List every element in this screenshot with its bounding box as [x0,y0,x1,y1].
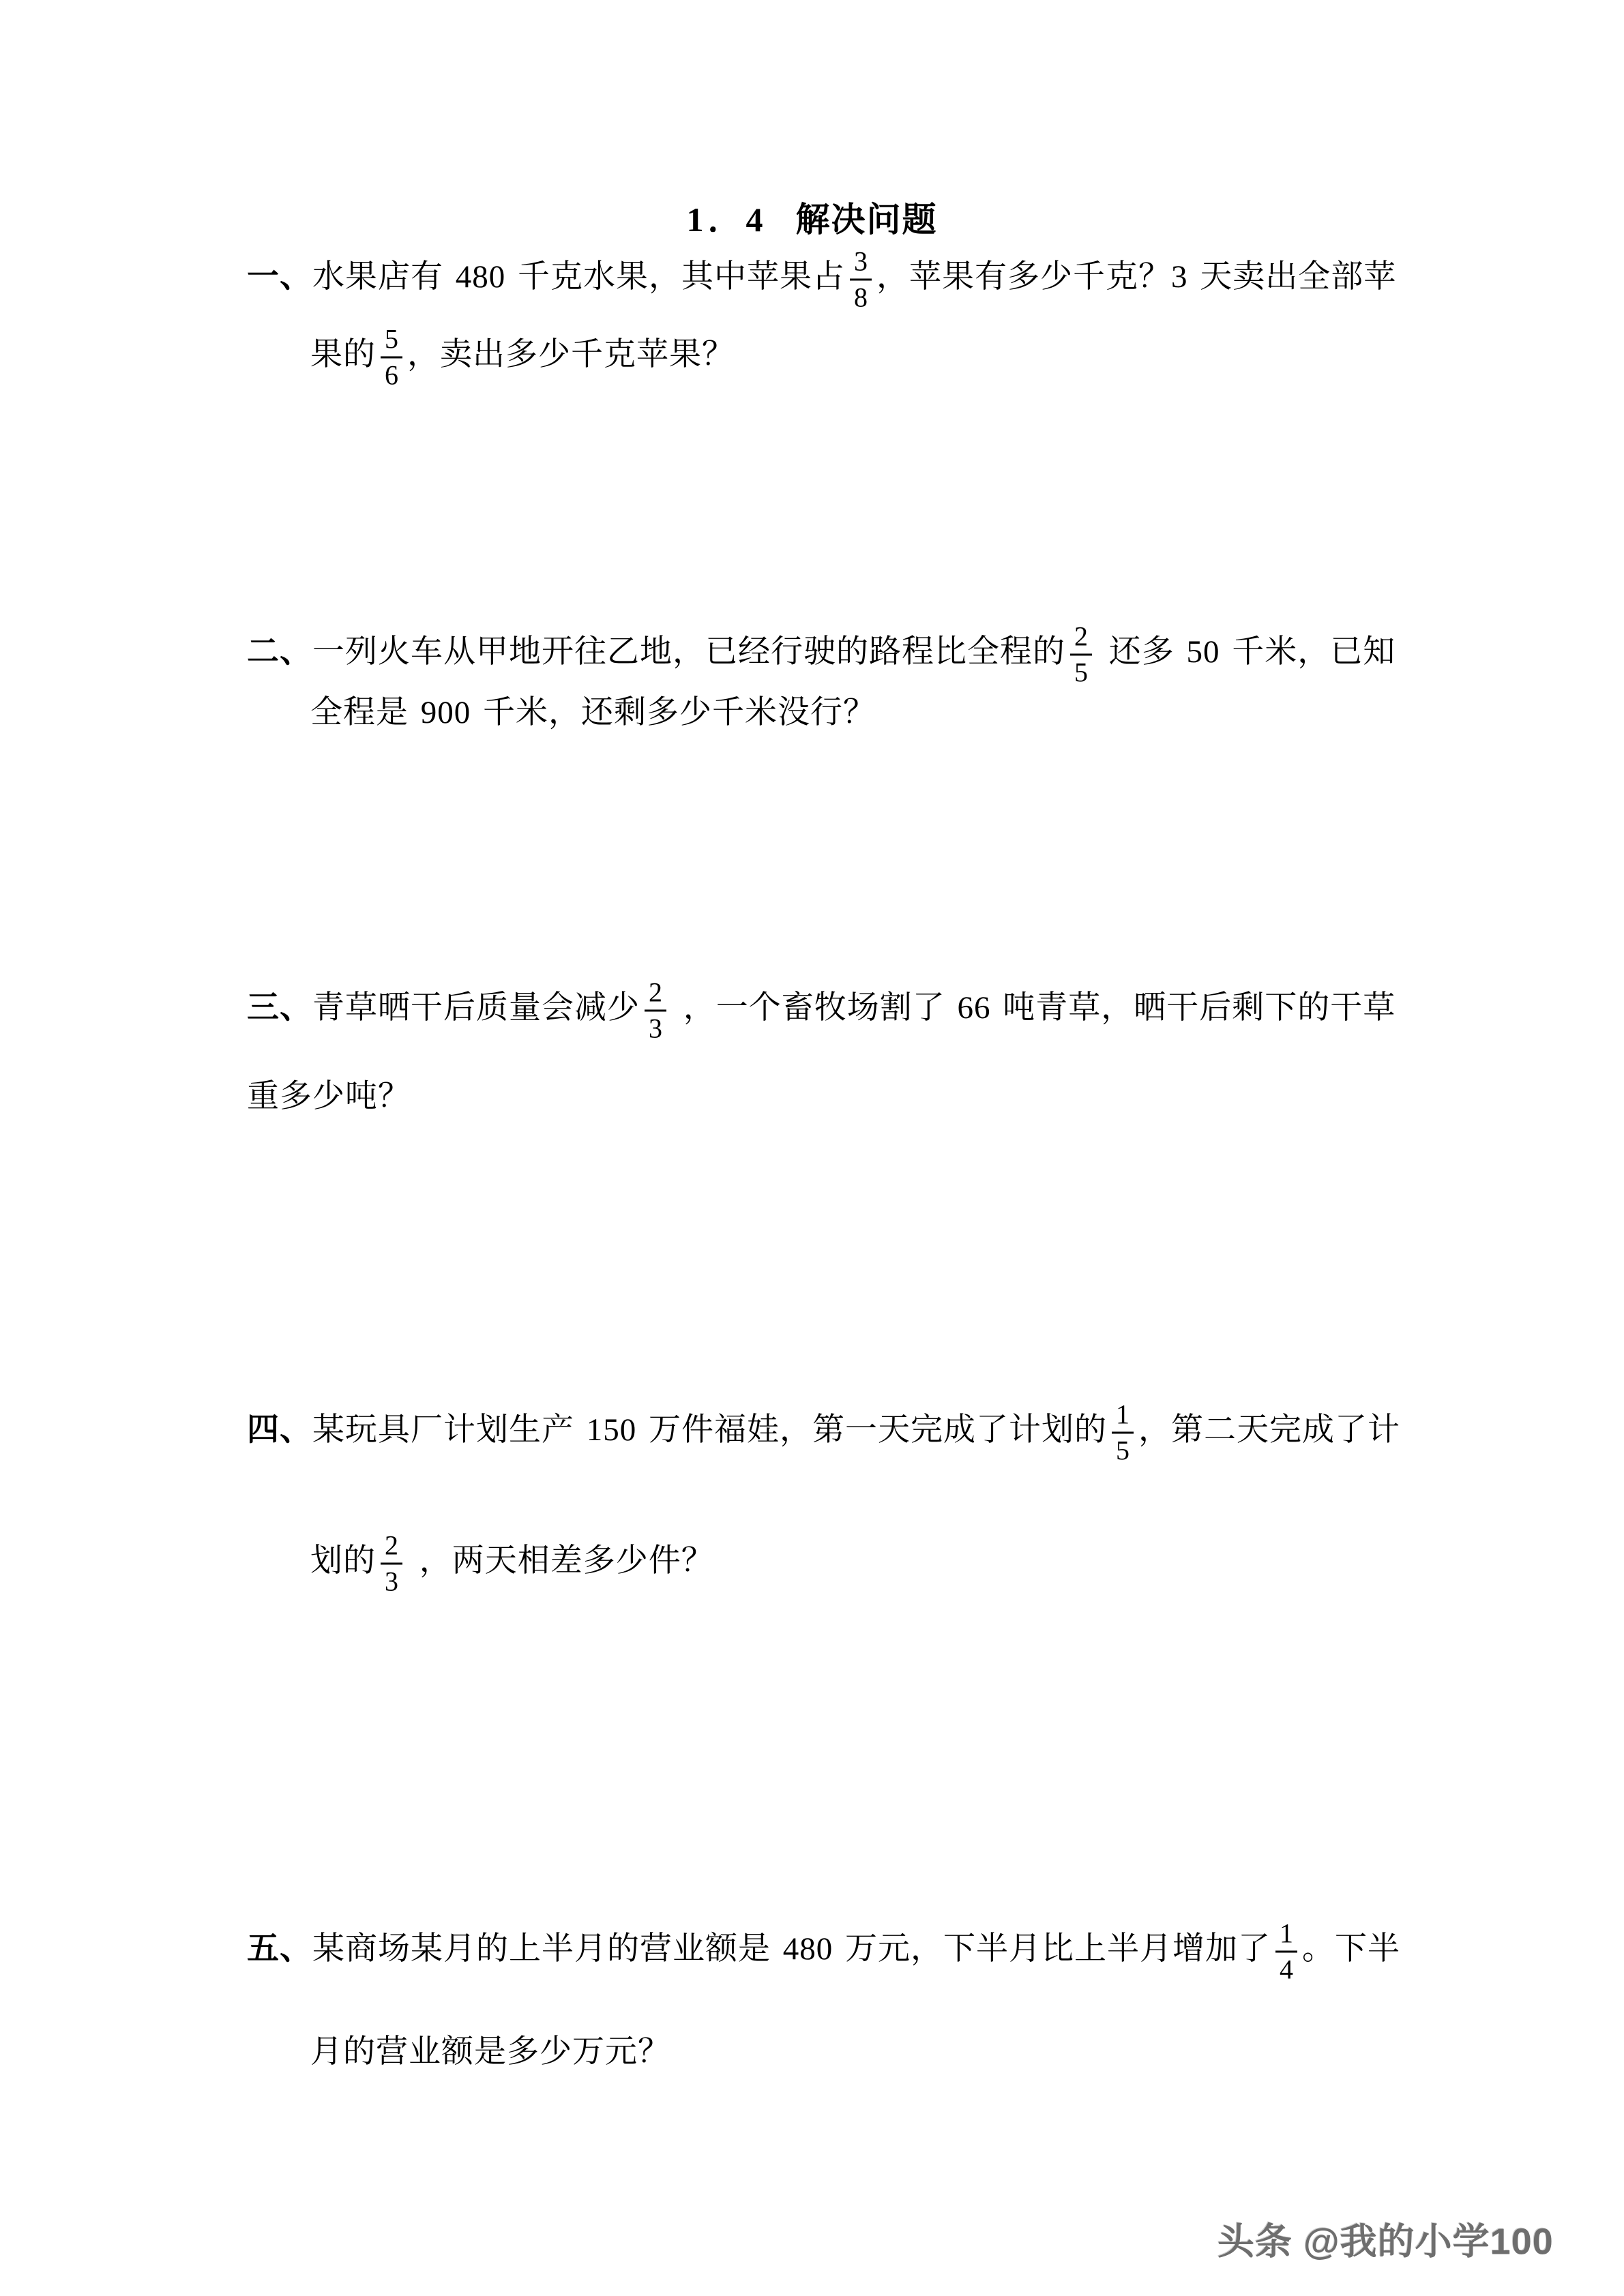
problem-2-line-1 [247,623,1396,687]
text-segment: 水果店有 480 千克水果，其中苹果占 [312,258,845,295]
problem-4-line-1 [247,1401,1400,1465]
problem-1-line-1 [247,245,1397,313]
section-title-text: 解决问题 [795,200,938,239]
text-segment: ，两天相差多少件？ [407,1542,714,1579]
fraction-numerator: 2 [645,979,666,1012]
problem-5-line-2 [310,2035,670,2070]
problem-2-label: 二、 [247,633,312,670]
text-segment: 还多 50 千米，已知 [1097,633,1396,670]
fraction [381,323,402,391]
text-segment: 。下半 [1302,1930,1400,1967]
fraction-numerator: 1 [1112,1401,1134,1434]
text-segment: ，苹果有多少千克？3 天卖出全部苹 [876,258,1397,295]
fraction [1070,623,1092,687]
toutiao-watermark: 头条 @我的小学100 [1217,2221,1554,2263]
fraction-denominator: 3 [385,1566,398,1597]
fraction [645,976,666,1044]
fraction-numerator: 5 [381,326,402,359]
text-segment: 一列火车从甲地开往乙地，已经行驶的路程比全程的 [312,633,1065,670]
text-segment: 全程是 900 千米，还剩多少千米没行？ [310,695,876,731]
fraction [850,245,872,313]
text-segment: 划的 [310,1542,376,1579]
fraction-denominator: 5 [1116,1435,1130,1466]
problem-1-line-2 [310,323,735,391]
text-segment: 重多少吨？ [247,1079,411,1115]
text-segment: 某商场某月的上半月的营业额是 480 万元，下半月比上半月增加了 [312,1930,1271,1967]
problem-3-line-2 [247,1079,411,1115]
fraction-numerator: 3 [850,248,872,281]
page-title [0,192,1624,241]
problem-4-line-2 [310,1532,714,1596]
fraction-denominator: 4 [1280,1954,1293,1985]
fraction-numerator: 1 [1275,1920,1297,1953]
fraction [1112,1401,1134,1465]
problem-5-label: 五、 [247,1930,312,1967]
fraction-denominator: 3 [649,1013,662,1044]
text-segment: 果的 [310,336,376,372]
section-number: 1．4 [686,200,767,239]
fraction-denominator: 6 [385,359,398,391]
fraction-numerator: 2 [1070,623,1092,656]
problem-4-label: 四、 [247,1412,312,1448]
text-segment: 月的营业额是多少万元？ [310,2034,670,2070]
fraction [1275,1920,1297,1984]
text-segment: ，一个畜牧场割了 66 吨青草，晒干后剩下的干草 [671,989,1396,1026]
fraction-numerator: 2 [381,1532,402,1565]
problem-3-label: 三、 [247,989,312,1026]
problem-1-label: 一、 [247,258,312,295]
text-segment: ，卖出多少千克苹果？ [407,336,735,372]
fraction-denominator: 5 [1074,657,1088,688]
problem-2-line-2 [310,696,876,731]
text-segment: 青草晒干后质量会减少 [312,989,640,1026]
fraction [381,1532,402,1596]
problem-3-line-1 [247,976,1396,1044]
text-segment: 某玩具厂计划生产 150 万件福娃，第一天完成了计划的 [312,1412,1107,1448]
text-segment: ，第二天完成了计 [1138,1412,1400,1448]
problem-5-line-1 [247,1920,1400,1984]
fraction-denominator: 8 [854,282,868,313]
